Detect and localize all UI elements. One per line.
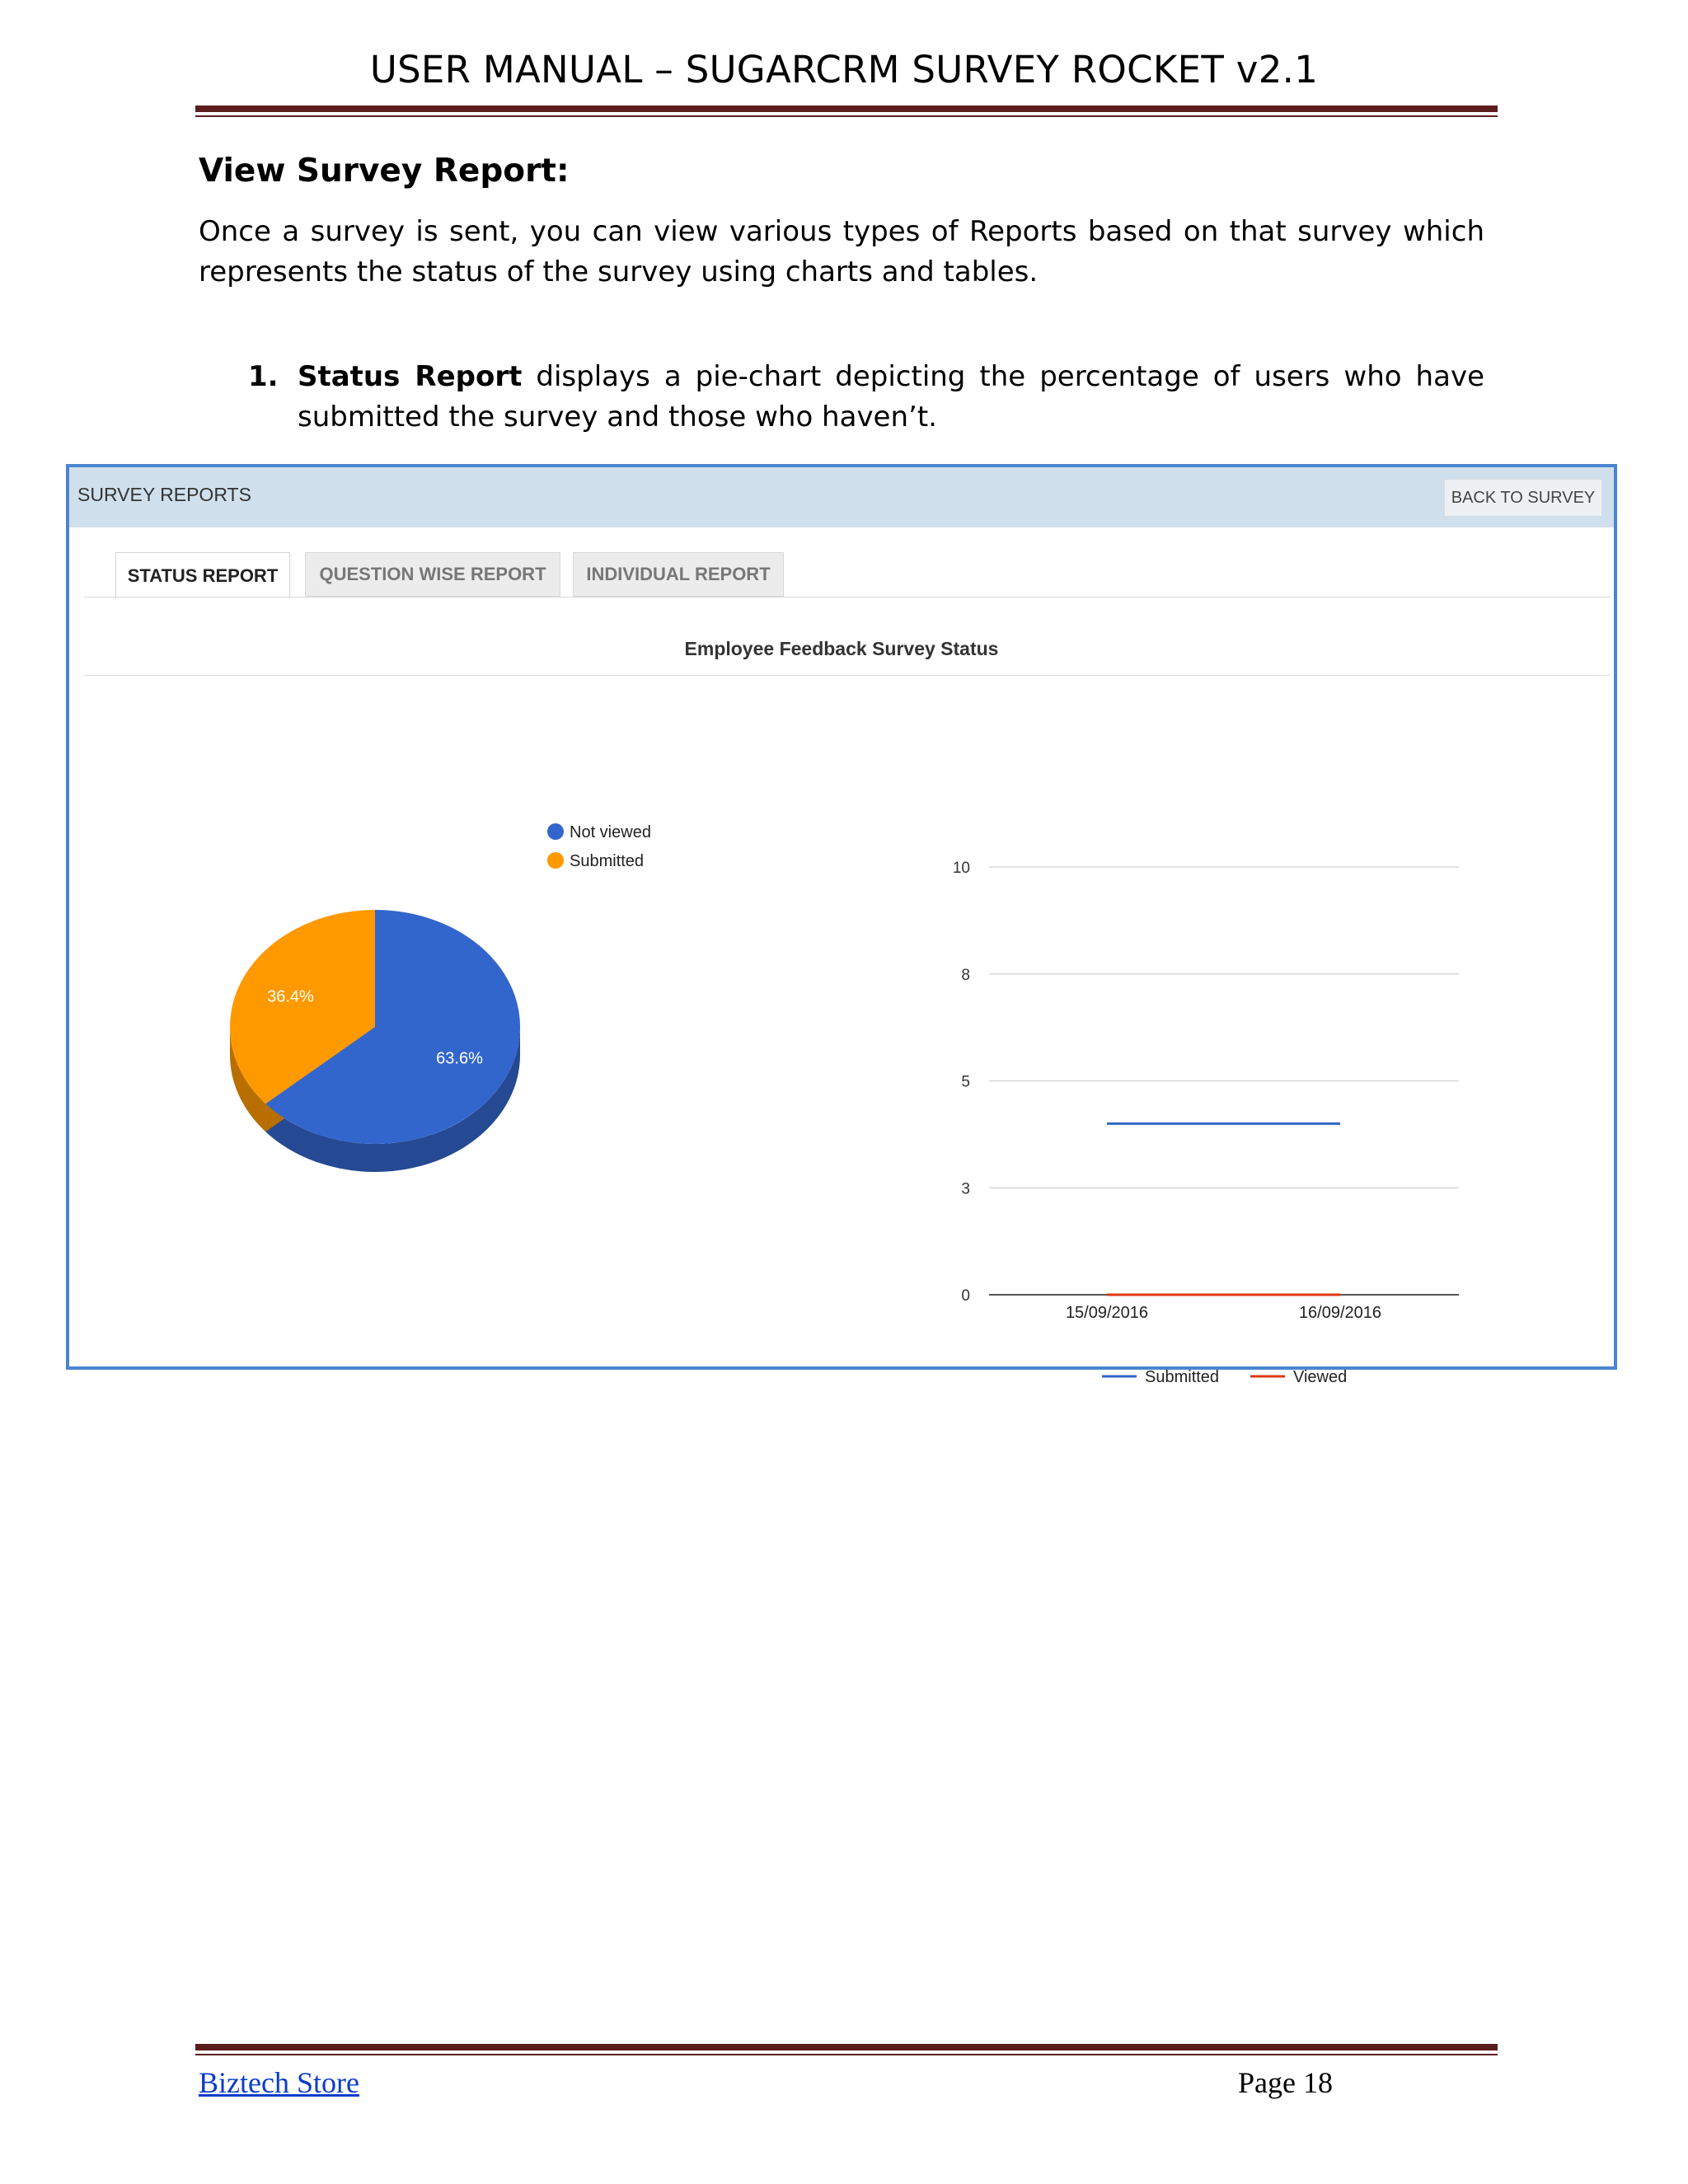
y-tick-label: 5 — [961, 1073, 970, 1091]
pie-slice-label: 63.6% — [436, 1049, 483, 1068]
pie-legend-label: Not viewed — [570, 823, 651, 841]
y-tick-label: 0 — [961, 1287, 970, 1305]
intro-paragraph — [199, 212, 1484, 293]
x-tick-label: 15/09/2016 — [1065, 1304, 1149, 1322]
header-rule — [195, 105, 1498, 112]
pie-legend-marker — [547, 823, 564, 840]
header-rule-thin — [195, 115, 1498, 117]
line-legend-label: Viewed — [1293, 1368, 1348, 1386]
y-tick-label: 10 — [952, 860, 970, 877]
intro-line: represents the status of the survey using charts and tables. — [199, 255, 1039, 288]
footer-rule-thin — [195, 2054, 1498, 2055]
line-legend-label: Submitted — [1145, 1368, 1220, 1386]
document-title: USER MANUAL – SUGARCRM SURVEY ROCKET v2.1 — [369, 48, 1319, 91]
x-tick-label: 16/09/2016 — [1298, 1304, 1382, 1322]
page-number: Page 18 — [1238, 2066, 1333, 2099]
tab-question-wise-report[interactable]: QUESTION WISE REPORT — [305, 552, 560, 597]
footer-rule — [195, 2044, 1498, 2050]
pie-legend-marker — [547, 852, 564, 869]
y-tick-label: 8 — [961, 966, 970, 984]
back-to-survey-button[interactable]: BACK TO SURVEY — [1444, 479, 1602, 517]
tab-status-report[interactable]: STATUS REPORT — [115, 552, 290, 598]
list-bold-term: Status Report — [298, 360, 523, 393]
pie-legend-label: Submitted — [570, 852, 645, 870]
charts-svg — [69, 467, 1614, 1386]
list-line — [298, 357, 1484, 397]
panel-title: SURVEY REPORTS — [77, 484, 251, 505]
tab-individual-report[interactable]: INDIVIDUAL REPORT — [573, 552, 784, 597]
survey-reports-panel — [66, 464, 1617, 1386]
list-line: submitted the survey and those who haven’t. — [298, 401, 937, 434]
report-title: Employee Feedback Survey Status — [684, 638, 999, 659]
y-tick-label: 3 — [961, 1180, 970, 1198]
footer-link[interactable]: Biztech Store — [199, 2066, 359, 2099]
pie-slice-label: 36.4% — [267, 987, 314, 1006]
section-heading: View Survey Report: — [199, 152, 570, 190]
intro-line: Once a survey is sent, you can view various types of Reports based on that survey which — [199, 215, 1484, 248]
list-text: displays a pie-chart depicting the percentage of users who have — [522, 360, 1484, 393]
list-number: 1. — [248, 360, 279, 393]
